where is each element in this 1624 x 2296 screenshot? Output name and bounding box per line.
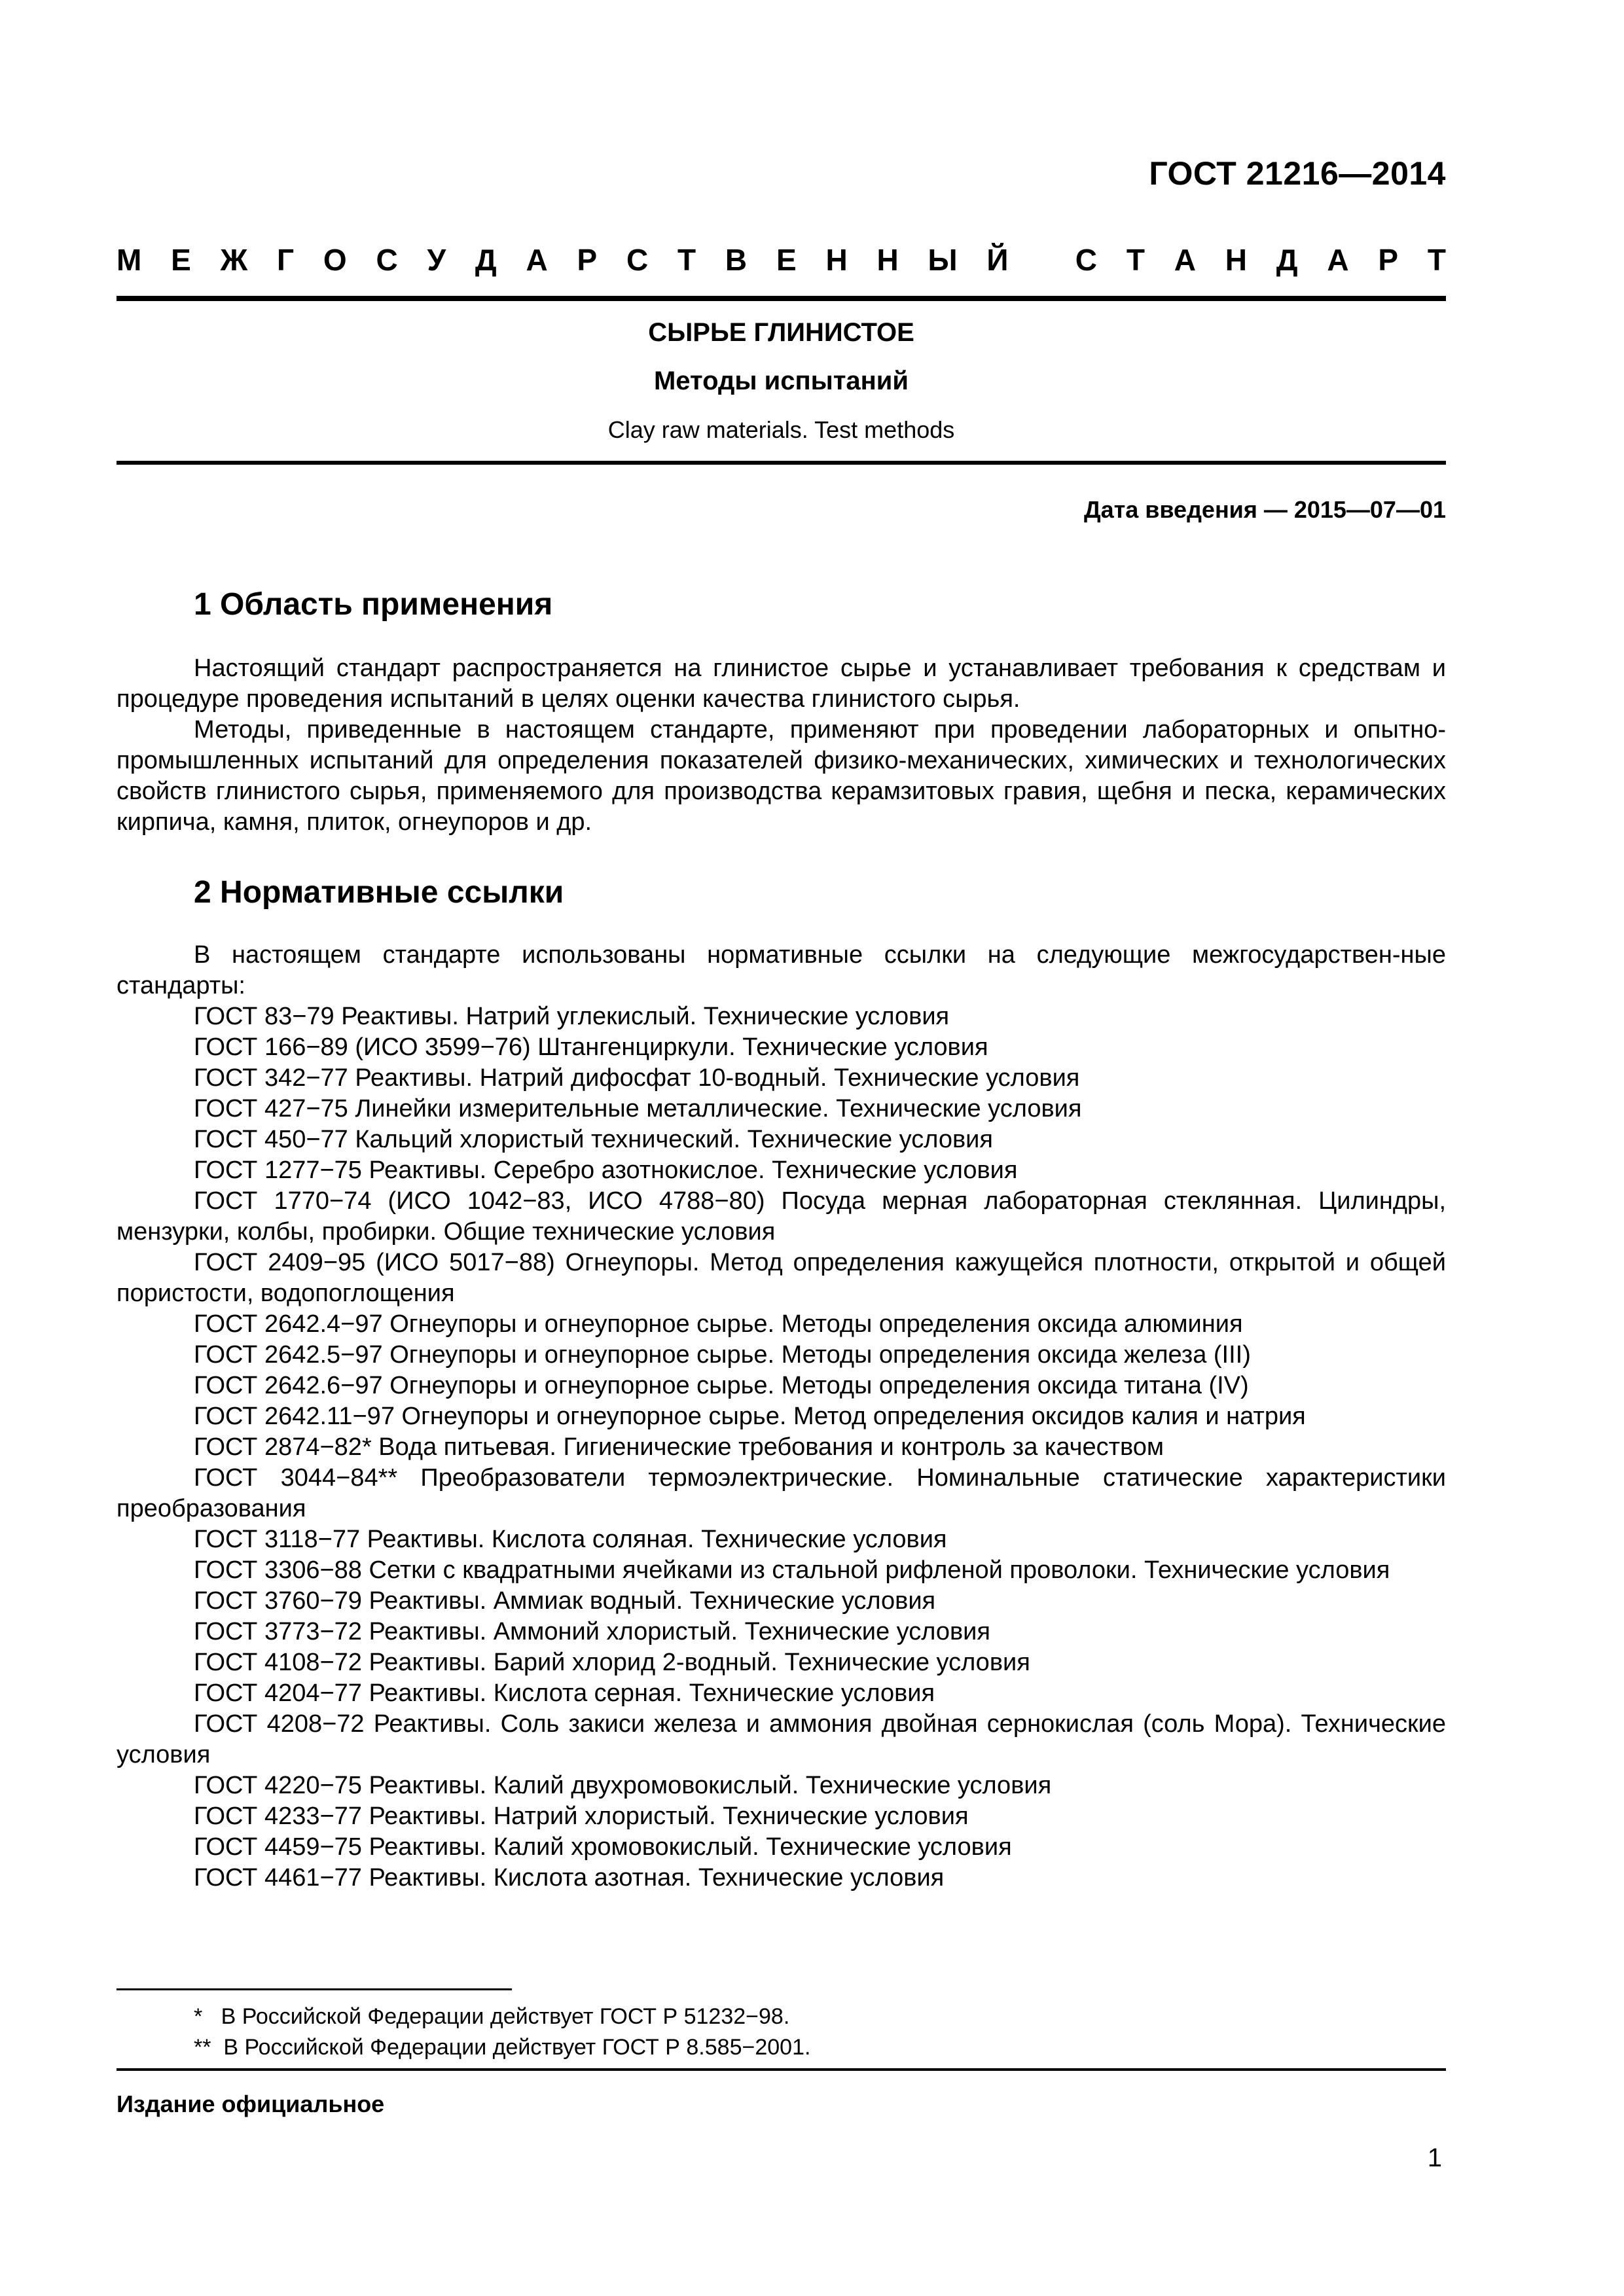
- banner-letter: Н: [825, 243, 848, 277]
- reference-item: ГОСТ 4220−75 Реактивы. Калий двухромовокислый. Технические условия: [194, 1772, 1052, 1799]
- footnote-item: * В Российской Федерации действует ГОСТ Р 51232−98.: [194, 2004, 790, 2029]
- document-code: ГОСТ 21216—2014: [1149, 155, 1446, 192]
- edition-label: Издание официальное: [117, 2090, 385, 2117]
- banner-letter: М: [117, 243, 142, 277]
- section-heading-normative-references: 2 Нормативные ссылки: [194, 875, 564, 910]
- banner-letter: Ж: [220, 243, 248, 277]
- section-body-scope: [117, 653, 1446, 838]
- banner-letter: Н: [876, 243, 899, 277]
- reference-item: ГОСТ 4108−72 Реактивы. Барий хлорид 2-водный. Технические условия: [194, 1649, 1030, 1676]
- banner-letter: Р: [1378, 243, 1399, 277]
- reference-item: ГОСТ 1770−74 (ИСО 1042−83, ИСО 4788−80) Посуда мерная лабораторная стеклянная. Цилиндры, мензурки, колбы, пробирки. Общие технические условия: [117, 1187, 1446, 1246]
- reference-item: ГОСТ 427−75 Линейки измерительные металлические. Технические условия: [194, 1095, 1082, 1122]
- reference-item: ГОСТ 3044−84** Преобразователи термоэлектрические. Номинальные статические характеристики преобразования: [117, 1464, 1446, 1522]
- banner-letter: А: [1327, 243, 1349, 277]
- footnote-item: ** В Российской Федерации действует ГОСТ Р 8.585−2001.: [194, 2035, 811, 2060]
- banner-letter: Ы: [928, 243, 958, 277]
- banner-letter: С: [376, 243, 398, 277]
- banner-letter: Р: [577, 243, 598, 277]
- document-title-english: Clay raw materials. Test methods: [607, 416, 955, 443]
- title-divider: [117, 461, 1446, 465]
- banner-letter: У: [427, 243, 446, 277]
- reference-item: ГОСТ 4204−77 Реактивы. Кислота серная. Технические условия: [194, 1679, 935, 1707]
- footnotes: [194, 2001, 810, 2063]
- reference-item: ГОСТ 3118−77 Реактивы. Кислота соляная. Технические условия: [194, 1526, 947, 1553]
- reference-item: ГОСТ 2642.4−97 Огнеупоры и огнеупорное сырье. Методы определения оксида алюминия: [194, 1310, 1243, 1338]
- banner-letter: Т: [1427, 243, 1446, 277]
- banner-letter: [1038, 242, 1046, 278]
- reference-item: ГОСТ 3773−72 Реактивы. Аммоний хлористый. Технические условия: [194, 1618, 990, 1645]
- reference-item: ГОСТ 166−89 (ИСО 3599−76) Штангенциркули. Технические условия: [194, 1033, 988, 1061]
- footnote-separator: [117, 1988, 512, 1990]
- reference-item: ГОСТ 2642.5−97 Огнеупоры и огнеупорное сырье. Методы определения оксида железа (III): [194, 1341, 1251, 1369]
- reference-item: ГОСТ 1277−75 Реактивы. Серебро азотнокислое. Технические условия: [194, 1157, 1018, 1184]
- reference-item: ГОСТ 342−77 Реактивы. Натрий дифосфат 10-водный. Технические условия: [194, 1064, 1080, 1092]
- document-subtitle: Методы испытаний: [653, 367, 909, 395]
- reference-item: ГОСТ 4461−77 Реактивы. Кислота азотная. Технические условия: [194, 1864, 945, 1892]
- reference-item: ГОСТ 83−79 Реактивы. Натрий углекислый. Технические условия: [194, 1003, 950, 1030]
- banner-letter: А: [526, 243, 548, 277]
- paragraph: Методы, приведенные в настоящем стандарте, применяют при проведении лабораторных и опытно-промышленных испытаний для определения показателей физико-механических, химических и технологических свойств глинистого сырья, применяемого для производства керамзитовых гравия, щебня и песка, керамических кирпича, камня, плиток, огнеупоров и др.: [117, 716, 1446, 836]
- document-title: СЫРЬЕ ГЛИНИСТОЕ: [648, 318, 914, 347]
- reference-item: ГОСТ 3760−79 Реактивы. Аммиак водный. Технические условия: [194, 1587, 936, 1615]
- banner-letter: Т: [1126, 243, 1145, 277]
- banner-letter: Е: [171, 243, 191, 277]
- paragraph: Настоящий стандарт распространяется на глинистое сырье и устанавливает требования к средствам и процедуре проведения испытаний в целях оценки качества глинистого сырья.: [117, 655, 1446, 713]
- reference-item: ГОСТ 3306−88 Сетки с квадратными ячейками из стальной рифленой проволоки. Технические условия: [194, 1556, 1390, 1584]
- banner-letter: Н: [1225, 243, 1247, 277]
- banner-letter: Е: [776, 243, 797, 277]
- reference-item: ГОСТ 2642.6−97 Огнеупоры и огнеупорное сырье. Методы определения оксида титана (IV): [194, 1372, 1249, 1399]
- banner-letter: С: [1075, 243, 1098, 277]
- banner-letter: В: [725, 243, 748, 277]
- interstate-standard-banner: [117, 242, 1446, 278]
- header-divider: [117, 296, 1446, 301]
- banner-letter: А: [1174, 243, 1196, 277]
- reference-item: ГОСТ 4233−77 Реактивы. Натрий хлористый. Технические условия: [194, 1803, 969, 1830]
- banner-letter: Д: [475, 243, 497, 277]
- banner-letter: С: [626, 243, 649, 277]
- section-heading-scope: 1 Область применения: [194, 587, 553, 622]
- reference-item: ГОСТ 4459−75 Реактивы. Калий хромовокислый. Технические условия: [194, 1833, 1012, 1861]
- banner-letter: Й: [986, 243, 1009, 277]
- banner-letter: О: [323, 243, 347, 277]
- reference-item: ГОСТ 450−77 Кальций хлористый технический. Технические условия: [194, 1126, 993, 1153]
- paragraph: В настоящем стандарте использованы нормативные ссылки на следующие межгосударствен-ные стандарты:: [117, 941, 1446, 999]
- banner-letter: Д: [1276, 243, 1298, 277]
- reference-item: ГОСТ 2874−82* Вода питьевая. Гигиенические требования и контроль за качеством: [194, 1433, 1164, 1461]
- banner-letter: Т: [677, 243, 696, 277]
- reference-item: ГОСТ 4208−72 Реактивы. Соль закиси железа и аммония двойная сернокислая (соль Мора). Технические условия: [117, 1710, 1446, 1768]
- footer-divider: [117, 2068, 1446, 2071]
- reference-item: ГОСТ 2409−95 (ИСО 5017−88) Огнеупоры. Метод определения кажущейся плотности, открытой и общей пористости, водопоглощения: [117, 1249, 1446, 1307]
- introduction-date: Дата введения — 2015—07—01: [1083, 496, 1446, 523]
- page-number: 1: [1427, 2144, 1442, 2172]
- banner-letter: Г: [276, 243, 295, 277]
- section-body-normative-references: [117, 940, 1446, 1893]
- reference-item: ГОСТ 2642.11−97 Огнеупоры и огнеупорное сырье. Метод определения оксидов калия и натрия: [194, 1403, 1306, 1430]
